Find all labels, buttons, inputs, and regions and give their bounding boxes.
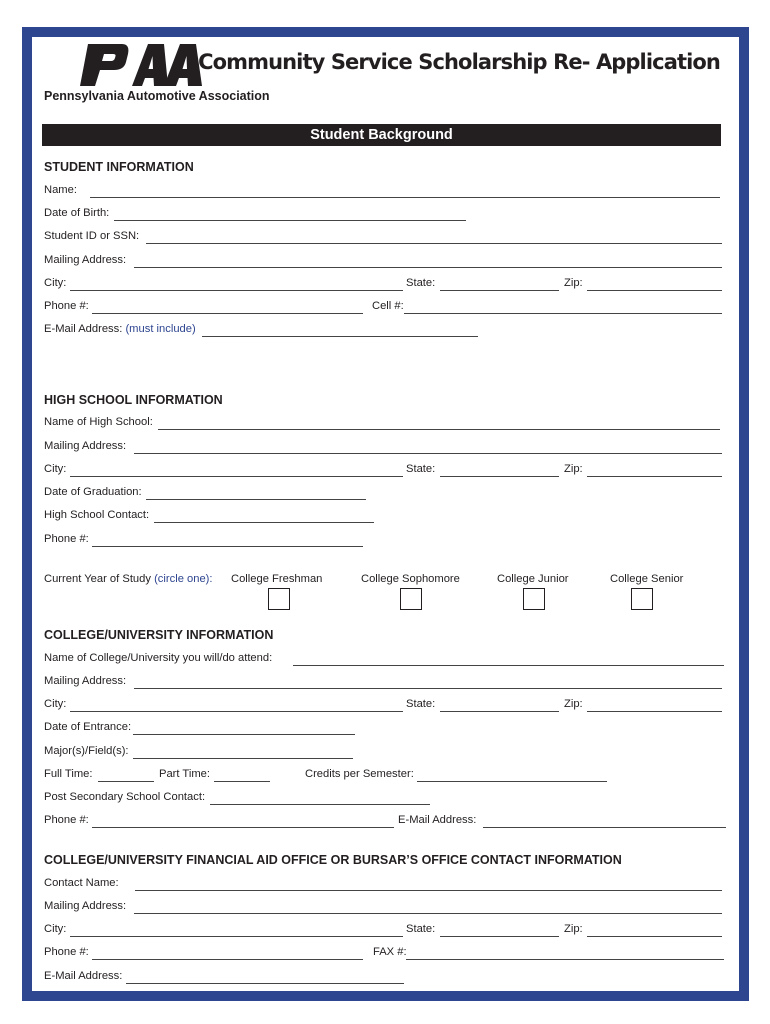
finaid-city-label: City: (44, 923, 67, 935)
zip-field[interactable] (587, 290, 722, 291)
finaid-mailing-row (44, 900, 722, 916)
finaid-city-row (44, 923, 722, 939)
organization-name: Pennsylvania Automotive Association (44, 89, 270, 103)
dob-field[interactable] (114, 220, 466, 221)
college-city-row (44, 698, 722, 714)
college-email-field[interactable] (483, 827, 726, 828)
finaid-state-label: State: (406, 923, 436, 935)
name-field[interactable] (90, 197, 720, 198)
major-label: Major(s)/Field(s): (44, 745, 129, 757)
finaid-phone-label: Phone #: (44, 946, 89, 958)
college-mailing-row (44, 675, 722, 691)
email-note: (must include) (125, 323, 196, 335)
fax-label: FAX #: (373, 946, 407, 958)
hs-state-label: State: (406, 463, 436, 475)
post-secondary-contact-row (44, 791, 722, 807)
email-label: E-Mail Address: (must include) (44, 323, 196, 335)
hs-city-row (44, 463, 722, 479)
finaid-state-field[interactable] (440, 936, 559, 937)
cell-field[interactable] (404, 313, 722, 314)
high-school-info-heading: HIGH SCHOOL INFORMATION (44, 393, 223, 407)
hs-state-field[interactable] (440, 476, 559, 477)
name-label: Name: (44, 184, 77, 196)
option-senior-label: College Senior (610, 573, 684, 585)
college-city-field[interactable] (70, 711, 403, 712)
option-junior-label: College Junior (497, 573, 569, 585)
hs-name-label: Name of High School: (44, 416, 153, 428)
finaid-mailing-label: Mailing Address: (44, 900, 127, 912)
year-of-study-label: Current Year of Study (circle one): (44, 573, 213, 585)
student-id-field[interactable] (146, 243, 722, 244)
hs-zip-field[interactable] (587, 476, 722, 477)
college-mailing-field[interactable] (134, 688, 722, 689)
college-phone-email-row (44, 814, 722, 830)
finaid-contact-label: Contact Name: (44, 877, 119, 889)
form-title: Community Service Scholarship Re- Application (198, 50, 720, 74)
major-field[interactable] (133, 758, 353, 759)
financial-aid-heading: COLLEGE/UNIVERSITY FINANCIAL AID OFFICE OR BURSAR’S OFFICE CONTACT INFORMATION (44, 853, 622, 867)
finaid-mailing-field[interactable] (134, 913, 722, 914)
city-label: City: (44, 277, 67, 289)
fulltime-label: Full Time: (44, 768, 93, 780)
hs-contact-field[interactable] (154, 522, 374, 523)
sophomore-checkbox[interactable] (400, 588, 422, 610)
graduation-field[interactable] (146, 499, 366, 500)
hs-city-label: City: (44, 463, 67, 475)
college-zip-label: Zip: (564, 698, 583, 710)
student-email-row (44, 323, 722, 339)
finaid-email-row (44, 970, 722, 986)
parttime-field[interactable] (214, 781, 270, 782)
zip-label: Zip: (564, 277, 583, 289)
dob-label: Date of Birth: (44, 207, 110, 219)
hs-contact-label: High School Contact: (44, 509, 150, 521)
cell-label: Cell #: (372, 300, 404, 312)
hs-name-row (44, 416, 722, 432)
college-state-field[interactable] (440, 711, 559, 712)
hs-contact-row (44, 509, 722, 525)
finaid-phone-field[interactable] (92, 959, 363, 960)
fax-field[interactable] (406, 959, 724, 960)
section-bar-student-background: Student Background (42, 124, 721, 146)
credits-label: Credits per Semester: (305, 768, 414, 780)
college-phone-label: Phone #: (44, 814, 89, 826)
hs-phone-row (44, 533, 722, 549)
finaid-zip-label: Zip: (564, 923, 583, 935)
hs-phone-field[interactable] (92, 546, 363, 547)
hs-phone-label: Phone #: (44, 533, 89, 545)
hs-mailing-field[interactable] (134, 453, 722, 454)
student-city-row (44, 277, 722, 293)
entrance-label: Date of Entrance: (44, 721, 132, 733)
mailing-field[interactable] (134, 267, 722, 268)
graduation-row (44, 486, 722, 502)
dob-row (44, 207, 722, 223)
enrollment-row (44, 768, 722, 784)
post-secondary-contact-field[interactable] (210, 804, 430, 805)
hs-mailing-label: Mailing Address: (44, 440, 127, 452)
city-field[interactable] (70, 290, 403, 291)
student-id-row (44, 230, 722, 246)
fulltime-field[interactable] (98, 781, 154, 782)
phone-label: Phone #: (44, 300, 89, 312)
student-id-label: Student ID or SSN: (44, 230, 140, 242)
college-name-row (44, 652, 722, 668)
mailing-label: Mailing Address: (44, 254, 127, 266)
senior-checkbox[interactable] (631, 588, 653, 610)
college-zip-field[interactable] (587, 711, 722, 712)
finaid-email-label: E-Mail Address: (44, 970, 123, 982)
major-row (44, 745, 722, 761)
finaid-contact-field[interactable] (135, 890, 722, 891)
hs-city-field[interactable] (70, 476, 403, 477)
college-mailing-label: Mailing Address: (44, 675, 127, 687)
freshman-checkbox[interactable] (268, 588, 290, 610)
college-name-field[interactable] (293, 665, 724, 666)
option-freshman-label: College Freshman (231, 573, 323, 585)
finaid-city-field[interactable] (70, 936, 403, 937)
hs-name-field[interactable] (158, 429, 720, 430)
email-field[interactable] (202, 336, 478, 337)
college-info-heading: COLLEGE/UNIVERSITY INFORMATION (44, 628, 274, 642)
entrance-field[interactable] (133, 734, 355, 735)
paa-logo (78, 42, 206, 88)
credits-field[interactable] (417, 781, 607, 782)
finaid-phone-fax-row (44, 946, 722, 962)
college-phone-field[interactable] (92, 827, 394, 828)
state-label: State: (406, 277, 436, 289)
college-email-label: E-Mail Address: (398, 814, 477, 826)
college-city-label: City: (44, 698, 67, 710)
finaid-contact-row (44, 877, 722, 893)
option-sophomore-label: College Sophomore (361, 573, 460, 585)
finaid-email-field[interactable] (126, 983, 404, 984)
entrance-row (44, 721, 722, 737)
hs-zip-label: Zip: (564, 463, 583, 475)
circle-one-note: (circle one): (154, 573, 213, 585)
post-secondary-contact-label: Post Secondary School Contact: (44, 791, 206, 803)
parttime-label: Part Time: (159, 768, 210, 780)
hs-mailing-row (44, 440, 722, 456)
college-state-label: State: (406, 698, 436, 710)
graduation-label: Date of Graduation: (44, 486, 142, 498)
state-field[interactable] (440, 290, 559, 291)
finaid-zip-field[interactable] (587, 936, 722, 937)
student-name-row (44, 184, 722, 200)
college-name-label: Name of College/University you will/do attend: (44, 652, 273, 664)
junior-checkbox[interactable] (523, 588, 545, 610)
phone-field[interactable] (92, 313, 363, 314)
student-info-heading: STUDENT INFORMATION (44, 160, 194, 174)
student-mailing-row (44, 254, 722, 270)
student-phone-row (44, 300, 722, 316)
